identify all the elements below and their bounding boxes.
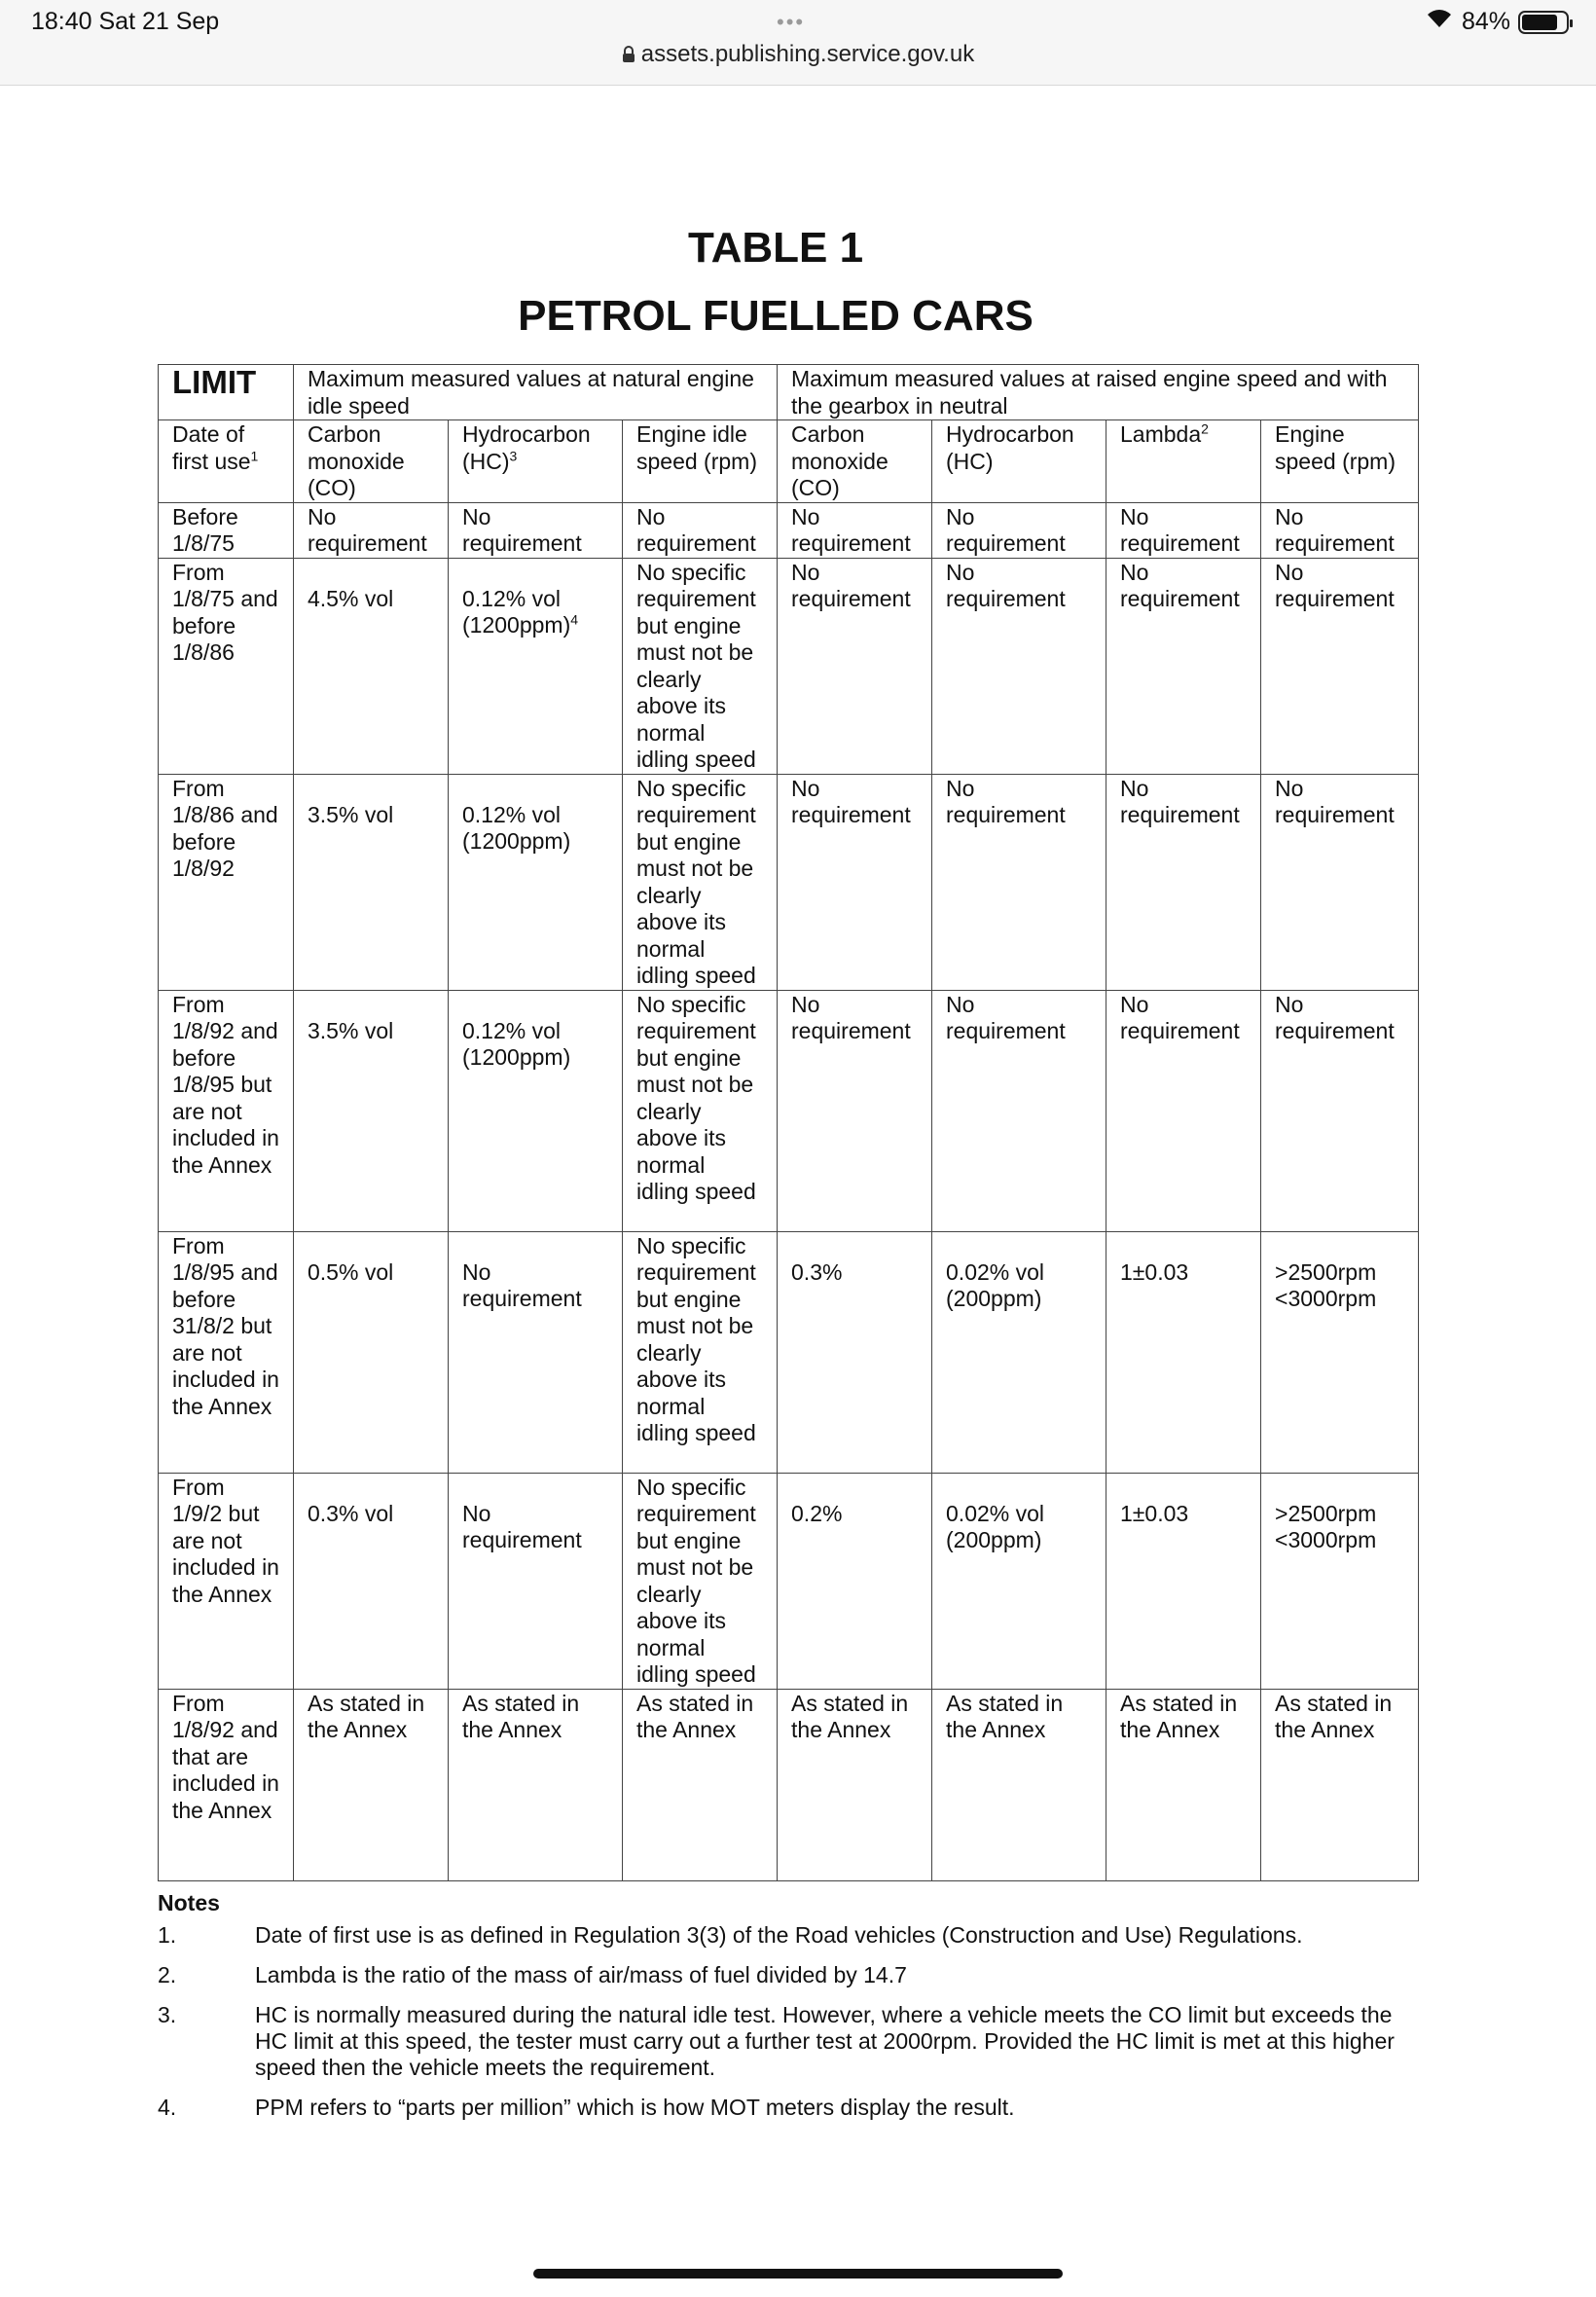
table-title: TABLE 1 [687, 224, 864, 272]
co-raised-cell: No requirement [778, 502, 932, 558]
table-row [159, 774, 1419, 990]
table-row [159, 502, 1419, 558]
idle-speed-cell: No specific requirement but engine must not be clearly above its normal idling speed [623, 558, 778, 774]
header-date: Date of first use$^1$ [159, 420, 294, 503]
status-bar [0, 0, 1596, 86]
co-idle-cell: 0.5% vol [294, 1231, 449, 1473]
hc-idle-cell: No requirement [449, 1473, 623, 1689]
hc-idle-cell: As stated in the Annex [449, 1689, 623, 1880]
date-cell: From 1/8/86 and before 1/8/92 [159, 774, 294, 990]
note-text: Date of first use is as defined in Regulation 3(3) of the Road vehicles (Construction and Use) Regulations. [255, 1922, 1303, 1948]
header-engine-speed: Engine speed (rpm) [1261, 420, 1419, 503]
co-raised-cell: 0.2% [778, 1473, 932, 1689]
lambda-cell: No requirement [1106, 774, 1261, 990]
hc-raised-cell: 0.02% vol (200ppm) [932, 1473, 1106, 1689]
home-indicator[interactable] [533, 2269, 1063, 2279]
date-cell: From 1/8/92 and before 1/8/95 but are not included in the Annex [159, 990, 294, 1231]
hc-idle-cell: No requirement [449, 1231, 623, 1473]
idle-speed-cell: No specific requirement but engine must not be clearly above its normal idling speed [623, 1473, 778, 1689]
engine-speed-cell: No requirement [1261, 774, 1419, 990]
notes-title: Notes [158, 1890, 220, 1915]
hc-idle-cell: 0.12% vol (1200ppm) [449, 774, 623, 990]
group-header-raised: Maximum measured values at raised engine speed and with the gearbox in neutral [778, 365, 1419, 420]
hc-raised-cell: No requirement [932, 558, 1106, 774]
note-text: Lambda is the ratio of the mass of air/mass of fuel divided by 14.7 [255, 1962, 907, 1987]
table-row [159, 558, 1419, 774]
note-item [158, 1962, 1423, 1988]
hc-raised-cell: As stated in the Annex [932, 1689, 1106, 1880]
header-hc-idle: Hydrocarbon (HC)$^3$ [449, 420, 623, 503]
idle-speed-cell: No specific requirement but engine must not be clearly above its normal idling speed [623, 774, 778, 990]
lambda-cell: No requirement [1106, 558, 1261, 774]
date-cell: From 1/8/75 and before 1/8/86 [159, 558, 294, 774]
note-item [158, 1922, 1423, 1949]
engine-speed-cell: >2500rpm <3000rpm [1261, 1231, 1419, 1473]
note-number: 4. [158, 2095, 177, 2120]
header-idle-speed: Engine idle speed (rpm) [623, 420, 778, 503]
note-item [158, 2002, 1423, 2081]
table-row [159, 1231, 1419, 1473]
idle-speed-cell: No specific requirement but engine must not be clearly above its normal idling speed [623, 1231, 778, 1473]
note-number: 1. [158, 1922, 177, 1948]
engine-speed-cell: No requirement [1261, 502, 1419, 558]
co-idle-cell: 4.5% vol [294, 558, 449, 774]
url-text: assets.publishing.service.gov.uk [640, 41, 975, 67]
header-hc-raised: Hydrocarbon (HC) [932, 420, 1106, 503]
emissions-table [158, 364, 1419, 1881]
date-cell: From 1/8/92 and that are included in the Annex [159, 1689, 294, 1880]
hc-raised-cell: 0.02% vol (200ppm) [932, 1231, 1106, 1473]
lambda-cell: No requirement [1106, 502, 1261, 558]
hc-idle-cell: No requirement [449, 502, 623, 558]
date-cell: From 1/8/95 and before 31/8/2 but are not included in the Annex [159, 1231, 294, 1473]
limit-label: LIMIT [159, 365, 294, 420]
address-bar[interactable] [0, 41, 1596, 70]
table-subtitle: PETROL FUELLED CARS [518, 292, 1034, 340]
idle-speed-cell: No specific requirement but engine must not be clearly above its normal idling speed [623, 990, 778, 1231]
engine-speed-cell: No requirement [1261, 990, 1419, 1231]
lambda-cell: 1±0.03 [1106, 1231, 1261, 1473]
co-idle-cell: As stated in the Annex [294, 1689, 449, 1880]
note-text: PPM refers to “parts per million” which is how MOT meters display the result. [255, 2095, 1015, 2120]
more-options-icon[interactable]: ••• [777, 10, 806, 34]
note-number: 3. [158, 2002, 177, 2027]
battery-percent: 84% [1461, 8, 1510, 35]
engine-speed-cell: As stated in the Annex [1261, 1689, 1419, 1880]
header-co-idle: Carbon monoxide (CO) [294, 420, 449, 503]
co-idle-cell: 3.5% vol [294, 990, 449, 1231]
status-indicators [1425, 8, 1569, 36]
lambda-cell: 1±0.03 [1106, 1473, 1261, 1689]
note-number: 2. [158, 1962, 177, 1987]
lock-icon [622, 43, 635, 70]
column-header-row [159, 420, 1419, 503]
engine-speed-cell: >2500rpm <3000rpm [1261, 1473, 1419, 1689]
hc-raised-cell: No requirement [932, 774, 1106, 990]
date-cell: Before 1/8/75 [159, 502, 294, 558]
note-text: HC is normally measured during the natural idle test. However, where a vehicle meets the CO limit but exceeds the HC limit at this speed, the tester must carry out a further test at 2000rpm. Provided the HC limit is met at this higher speed then the vehicle meets the requirement. [255, 2002, 1395, 2080]
co-raised-cell: No requirement [778, 558, 932, 774]
notes-list [158, 1922, 1423, 2121]
status-time: 18:40 Sat 21 Sep [31, 8, 220, 35]
hc-raised-cell: No requirement [932, 502, 1106, 558]
co-raised-cell: No requirement [778, 990, 932, 1231]
co-idle-cell: 0.3% vol [294, 1473, 449, 1689]
lambda-cell: No requirement [1106, 990, 1261, 1231]
co-raised-cell: No requirement [778, 774, 932, 990]
hc-idle-cell: 0.12% vol (1200ppm) [449, 990, 623, 1231]
table-row [159, 990, 1419, 1231]
notes-section [158, 1890, 1423, 2134]
lambda-cell: As stated in the Annex [1106, 1689, 1261, 1880]
hc-idle-cell: 0.12% vol $(1200ppm)^4$ [449, 558, 623, 774]
hc-raised-cell: No requirement [932, 990, 1106, 1231]
co-idle-cell: No requirement [294, 502, 449, 558]
table-row [159, 1473, 1419, 1689]
co-idle-cell: 3.5% vol [294, 774, 449, 990]
table-row [159, 1689, 1419, 1880]
group-header-row [159, 365, 1419, 420]
header-co-raised: Carbon monoxide (CO) [778, 420, 932, 503]
header-lambda: Lambda$^2$ [1106, 420, 1261, 503]
note-item [158, 2095, 1423, 2121]
co-raised-cell: 0.3% [778, 1231, 932, 1473]
group-header-idle: Maximum measured values at natural engine idle speed [294, 365, 778, 420]
engine-speed-cell: No requirement [1261, 558, 1419, 774]
idle-speed-cell: No requirement [623, 502, 778, 558]
idle-speed-cell: As stated in the Annex [623, 1689, 778, 1880]
battery-icon [1518, 11, 1569, 34]
co-raised-cell: As stated in the Annex [778, 1689, 932, 1880]
wifi-icon [1425, 8, 1454, 36]
date-cell: From 1/9/2 but are not included in the Annex [159, 1473, 294, 1689]
